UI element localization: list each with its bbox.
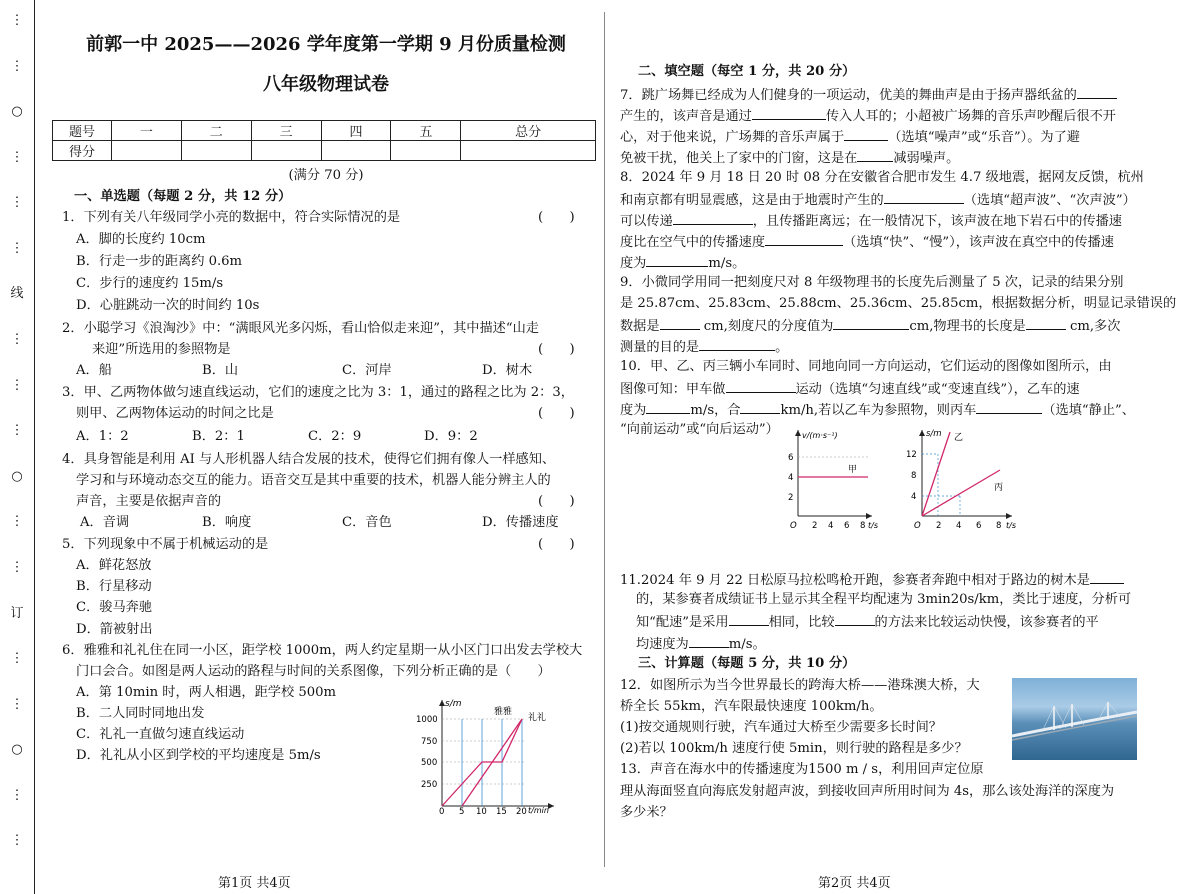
question-7-cont: 心，对于他来说，广场舞的音乐声属于 （选填“噪声”或“乐音”）。为了避 xyxy=(620,127,1080,147)
blank[interactable] xyxy=(660,316,700,330)
blank[interactable] xyxy=(729,612,769,626)
x-tick: 4 xyxy=(828,521,834,531)
binding-mark: ○ xyxy=(11,468,23,484)
binding-mark: ⋮ xyxy=(10,240,24,256)
score-cell: 二 xyxy=(181,121,251,141)
y-tick: 1000 xyxy=(416,715,438,725)
answer-bracket: ( ) xyxy=(538,342,575,357)
section-2-heading: 二、填空题（每空 1 分，共 20 分） xyxy=(638,64,856,79)
question-4-cont: 声音，主要是依据声音的 xyxy=(76,494,222,509)
x-tick: 6 xyxy=(844,521,850,531)
blank[interactable] xyxy=(835,612,875,626)
blank[interactable] xyxy=(699,337,775,351)
blank[interactable] xyxy=(726,379,796,393)
question-4: 4．具身智能是利用 AI 与人形机器人结合发展的技术，使得它们拥有像人一样感知、 xyxy=(62,452,556,467)
x-axis-label: t/min xyxy=(528,806,549,814)
page-1 xyxy=(52,0,600,894)
binding-mark: ⋮ xyxy=(10,559,24,575)
question-10: 10．甲、乙、丙三辆小车同时、同地向同一方向运动，它们运动的图像如图所示，由 xyxy=(620,359,1112,374)
y-tick: 750 xyxy=(421,737,438,747)
binding-mark: ⋮ xyxy=(10,149,24,165)
x-tick: 2 xyxy=(812,521,818,531)
blank[interactable] xyxy=(857,148,893,162)
question-11-cont: 的，某参赛者成绩证书上显示其全程平均配速为 3min20s/km，类比于速度，分析可 xyxy=(636,592,1132,607)
question-2: 2．小聪学习《浪淘沙》中：“满眼风光多闪烁，看山恰似走来迎”，其中描述“山走 xyxy=(62,321,539,336)
binding-mark: ⋮ xyxy=(10,13,24,28)
blank[interactable] xyxy=(844,127,888,141)
graph-q6 xyxy=(414,694,564,814)
blank[interactable] xyxy=(752,106,826,120)
blank[interactable] xyxy=(765,232,843,246)
blank[interactable] xyxy=(1026,316,1066,330)
binding-mark: ⋮ xyxy=(10,58,24,74)
option: D．9：2 xyxy=(424,429,478,444)
blank[interactable] xyxy=(1077,85,1117,99)
x-tick: 10 xyxy=(476,807,487,814)
y-axis-label: v/(m·s⁻¹) xyxy=(802,431,838,440)
binding-mark: ⋮ xyxy=(10,696,24,712)
score-cell: 题号 xyxy=(53,121,112,141)
binding-mark: ⋮ xyxy=(10,651,24,667)
line-yi xyxy=(922,432,950,516)
answer-bracket: ( ) xyxy=(538,537,575,552)
blank[interactable] xyxy=(740,400,780,414)
question-7: 7．跳广场舞已经成为人们健身的一项运动，优美的舞曲声是由于扬声器纸盆的 xyxy=(620,85,1117,105)
option: B．山 xyxy=(202,363,239,378)
score-table xyxy=(52,120,596,161)
option: C．礼礼一直做匀速直线运动 xyxy=(76,727,245,742)
question-9: 9．小微同学用同一把刻度尺对 8 年级物理书的长度先后测量了 5 次，记录的结果分别 xyxy=(620,275,1124,290)
question-10-cont: 度为 m/s，合 km/h,若以乙车为参照物，则丙车 （选填“静止”、 xyxy=(620,400,1135,420)
question-8-cont: 度比在空气中的传播速度 （选填“快”、“慢”），该声波在真空中的传播速 xyxy=(620,232,1114,252)
x-tick: 4 xyxy=(956,521,962,531)
option: D．箭被射出 xyxy=(76,622,153,637)
question-8: 8．2024 年 9 月 18 日 20 时 08 分在安徽省合肥市发生 4.7 级地震，据网友反馈，杭州 xyxy=(620,170,1144,185)
series-label-jia: 甲 xyxy=(848,465,858,475)
option: D．传播速度 xyxy=(482,515,559,530)
question-12-part2: (2)若以 100km/h 速度行使 5min，则行驶的路程是多少？ xyxy=(620,741,968,756)
y-axis-label: s/m xyxy=(926,429,942,439)
question-12: 12．如图所示为当今世界最长的跨海大桥——港珠澳大桥，大 xyxy=(620,678,980,693)
question-11: 11.2024 年 9 月 22 日松原马拉松鸣枪开跑，参赛者奔跑中相对于路边的树木是 xyxy=(620,570,1124,590)
score-entry-cell[interactable] xyxy=(321,141,391,161)
binding-mark: ⋮ xyxy=(10,195,24,211)
x-tick: 2 xyxy=(936,521,942,531)
question-7-cont: 产生的，该声音是通过 传入人耳的；小超被广场舞的音乐声吵醒后很不开 xyxy=(620,106,1116,126)
option: A．第 10min 时，两人相遇，距学校 500m xyxy=(76,685,337,700)
binding-mark: 线 xyxy=(10,286,24,302)
blank[interactable] xyxy=(1090,570,1124,584)
score-cell: 四 xyxy=(321,121,391,141)
graph-q10-st xyxy=(900,424,1020,532)
blank[interactable] xyxy=(976,400,1042,414)
y-tick: 4 xyxy=(911,492,917,502)
x-tick: 6 xyxy=(976,521,982,531)
x-tick: 8 xyxy=(860,521,866,531)
option: B．2：1 xyxy=(192,429,245,444)
x-tick: O xyxy=(790,521,797,531)
question-6-cont: 门口会合。如图是两人运动的路程与时间的关系图像，下列分析正确的是（ ） xyxy=(76,664,551,679)
series-label-yaya: 雅雅 xyxy=(494,707,513,717)
section-1-heading: 一、单选题（每题 2 分，共 12 分） xyxy=(74,189,292,204)
question-2-cont: 来迎”所选用的参照物是 xyxy=(92,342,231,357)
question-8-cont: 和南京都有明显震感，这是由于地震时产生的 （选填“超声波”、“次声波”） xyxy=(620,190,1136,210)
option: A．船 xyxy=(76,363,112,378)
y-tick: 500 xyxy=(421,758,438,768)
option: A．脚的长度约 10cm xyxy=(76,232,206,247)
question-7-cont: 免被干扰，他关上了家中的门窗，这是在 减弱噪声。 xyxy=(620,148,959,168)
option: C．河岸 xyxy=(342,363,392,378)
option: B．二人同时同地出发 xyxy=(76,706,205,721)
y-tick: 4 xyxy=(788,473,794,483)
blank[interactable] xyxy=(833,316,909,330)
y-tick: 250 xyxy=(421,780,438,790)
x-tick: 20 xyxy=(516,807,527,814)
binding-strip xyxy=(0,0,35,894)
option: B．行走一步的距离约 0.6m xyxy=(76,254,243,269)
binding-mark: ⋮ xyxy=(10,332,24,348)
score-table-header-row xyxy=(53,121,596,141)
question-3-cont: 则甲、乙两物体运动的时间之比是 xyxy=(76,406,274,421)
option: D．树木 xyxy=(482,363,533,378)
line-lili xyxy=(462,719,522,806)
option: B．响度 xyxy=(202,515,252,530)
y-tick: 6 xyxy=(788,453,794,463)
page-footer: 第1页 共4页 xyxy=(218,876,291,891)
option: A．鲜花怒放 xyxy=(76,558,152,573)
x-axis-label: t/s xyxy=(868,521,878,530)
score-cell: 总分 xyxy=(461,121,596,141)
full-score: (满分 70 分) xyxy=(288,168,364,183)
blank[interactable] xyxy=(646,253,708,267)
score-cell: 五 xyxy=(391,121,461,141)
y-tick: 8 xyxy=(911,471,917,481)
question-1: 1．下列有关八年级同学小亮的数据中，符合实际情况的是 xyxy=(62,210,401,225)
score-entry-cell[interactable] xyxy=(391,141,461,161)
score-table-score-row xyxy=(53,141,596,161)
bridge-photo xyxy=(1012,678,1137,760)
blank[interactable] xyxy=(673,211,753,225)
question-9-cont: 是 25.87cm、25.83cm、25.88cm、25.36cm、25.85cm，根据数据分析，明显记录错误的 xyxy=(620,296,1177,311)
binding-mark: 订 xyxy=(10,605,24,621)
x-axis-label: t/s xyxy=(1006,521,1016,530)
line-bing xyxy=(922,470,1000,516)
score-entry-cell[interactable] xyxy=(461,141,596,161)
page-footer: 第2页 共4页 xyxy=(818,876,891,891)
option: C．音色 xyxy=(342,515,392,530)
question-8-cont: 可以传递 ，且传播距离远；在一般情况下，该声波在地下岩石中的传播速 xyxy=(620,211,1122,231)
question-6: 6．雅雅和礼礼住在同一小区，距学校 1000m，两人约定星期一从小区门口出发去学校大 xyxy=(62,643,583,658)
score-entry-cell[interactable] xyxy=(181,141,251,161)
x-tick: O xyxy=(914,521,921,531)
answer-bracket: ( ) xyxy=(538,406,575,421)
score-cell: 三 xyxy=(251,121,321,141)
question-11-cont: 均速度为 m/s。 xyxy=(636,634,766,654)
x-tick: 8 xyxy=(996,521,1002,531)
question-13-cont: 多少米？ xyxy=(620,805,673,820)
question-11-cont: 知“配速”是采用 相同，比较 的方法来比较运动快慢，该参赛者的平 xyxy=(636,612,1099,632)
y-axis-label: s/m xyxy=(445,699,462,709)
option: B．行星移动 xyxy=(76,579,152,594)
binding-mark: ○ xyxy=(11,742,23,758)
score-cell: 得分 xyxy=(53,141,112,161)
section-3-heading: 三、计算题（每题 5 分，共 10 分） xyxy=(638,656,856,671)
question-5: 5．下列现象中不属于机械运动的是 xyxy=(62,537,269,552)
question-8-cont: 度为 m/s。 xyxy=(620,253,745,273)
series-label-yi: 乙 xyxy=(954,433,964,443)
option: C．步行的速度约 15m/s xyxy=(76,276,224,291)
option: A．1：2 xyxy=(76,429,129,444)
answer-bracket: ( ) xyxy=(538,210,575,225)
option: C．2：9 xyxy=(308,429,362,444)
binding-mark: ⋮ xyxy=(10,377,24,393)
blank[interactable] xyxy=(689,634,729,648)
series-label-bing: 丙 xyxy=(994,483,1004,493)
score-entry-cell[interactable] xyxy=(112,141,182,161)
question-9-cont: 数据是 cm,刻度尺的分度值为 cm,物理书的长度是 cm,多次 xyxy=(620,316,1120,336)
blank[interactable] xyxy=(884,190,964,204)
exam-title: 前郭一中 2025——2026 学年度第一学期 9 月份质量检测 xyxy=(86,34,566,55)
series-label-lili: 礼礼 xyxy=(528,713,547,723)
question-13-cont: 理从海面竖直向海底发射超声波，到接收回声所用时间为 4s，那么该处海洋的深度为 xyxy=(620,784,1115,799)
question-13: 13．声音在海水中的传播速度为1500 m / s，利用回声定位原 xyxy=(620,762,984,777)
question-12-part1: (1)按交通规则行驶，汽车通过大桥至少需要多长时间？ xyxy=(620,720,942,735)
score-entry-cell[interactable] xyxy=(251,141,321,161)
option: A．音调 xyxy=(80,515,130,530)
option: D．礼礼从小区到学校的平均速度是 5m/s xyxy=(76,748,321,763)
binding-mark: ⋮ xyxy=(10,514,24,530)
x-tick: 0 xyxy=(439,807,445,814)
answer-bracket: ( ) xyxy=(538,494,575,509)
question-10-cont: 图像可知：甲车做 运动（选填“匀速直线”或“变速直线”），乙车的速 xyxy=(620,379,1080,399)
question-12-cont: 桥全长 55km，汽车限最快速度 100km/h。 xyxy=(620,699,883,714)
binding-mark: ○ xyxy=(11,104,23,120)
binding-mark: ⋮ xyxy=(10,787,24,803)
question-4-cont: 学习和与环境动态交互的能力。语音交互是其中重要的技术，机器人能分辨主人的 xyxy=(76,473,551,488)
option: C．骏马奔驰 xyxy=(76,600,153,615)
x-tick: 15 xyxy=(496,807,507,814)
y-tick: 12 xyxy=(906,450,917,460)
score-cell: 一 xyxy=(112,121,182,141)
option: D．心脏跳动一次的时间约 10s xyxy=(76,298,260,313)
blank[interactable] xyxy=(646,400,690,414)
question-10-cont: “向前运动”或“向后运动”） xyxy=(620,422,779,437)
question-9-cont: 测量的目的是 。 xyxy=(620,337,788,357)
x-tick: 5 xyxy=(459,807,465,814)
binding-mark: ⋮ xyxy=(10,833,24,849)
y-tick: 2 xyxy=(788,493,794,503)
graph-q10-vt xyxy=(768,424,880,532)
binding-mark: ⋮ xyxy=(10,423,24,439)
question-3: 3．甲、乙两物体做匀速直线运动，它们的速度之比为 3：1，通过的路程之比为 2：3， xyxy=(62,385,574,400)
page-divider xyxy=(604,12,605,867)
exam-subtitle: 八年级物理试卷 xyxy=(263,74,389,95)
